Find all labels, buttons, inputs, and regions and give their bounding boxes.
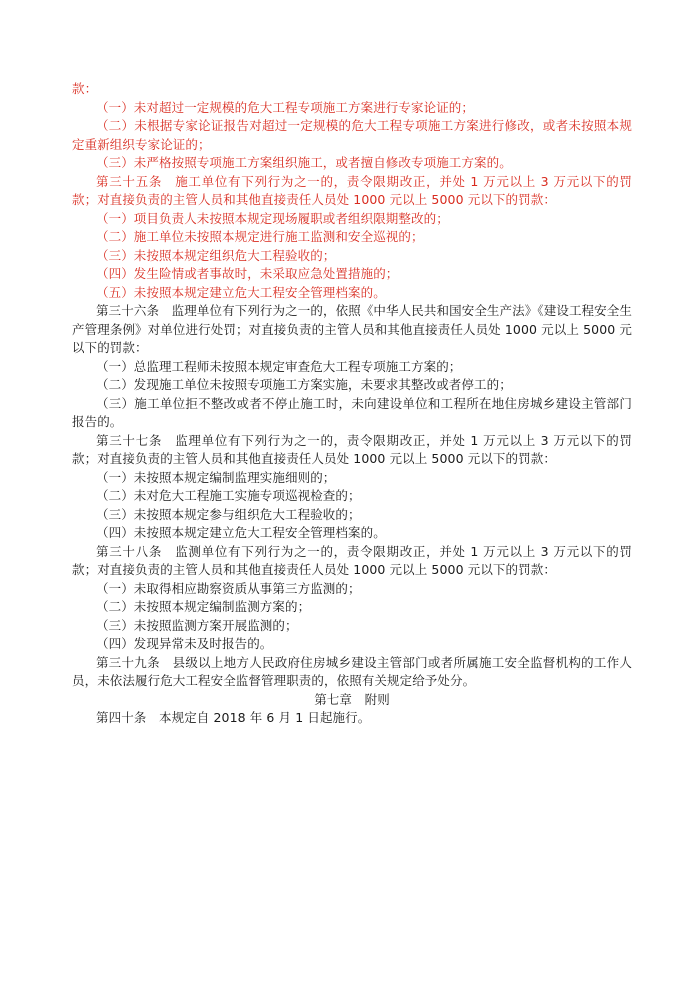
chapter-7-heading: 第七章 附则: [314, 691, 390, 707]
article-36-item-1: （一）总监理工程师未按照本规定审查危大工程专项施工方案的；: [96, 358, 462, 374]
item-plan-not-followed: （三）未严格按照专项施工方案组织施工，或者擅自修改专项施工方案的。: [96, 155, 512, 170]
article-38-item-1: （一）未取得相应勘察资质从事第三方监测的；: [96, 580, 361, 596]
article-35-item-2: （二）施工单位未按照本规定进行施工监测和安全巡视的；: [96, 229, 424, 244]
article-35-item-3: （三）未按照本规定组织危大工程验收的；: [96, 247, 336, 263]
article-38-item-3: （三）未按照监测方案开展监测的；: [96, 617, 298, 633]
article-35: 第三十五条 施工单位有下列行为之一的，责令限期改正，并处 1 万元以上 3 万元以下的罚款；对直接负责的主管人员和其他直接责任人员处 1000 元以上 5000 元以下的罚款：: [72, 173, 632, 207]
article-37-item-3: （三）未按照本规定参与组织危大工程验收的；: [96, 506, 361, 522]
article-36: 第三十六条 监理单位有下列行为之一的，依照《中华人民共和国安全生产法》《建设工程安全生产管理条例》对单位进行处罚；对直接负责的主管人员和其他直接责任人员处 1000 元以上 5000 元以下的罚款：: [72, 303, 632, 355]
article-35-item-4: （四）发生险情或者事故时，未采取应急处置措施的；: [96, 266, 399, 281]
article-37-item-4: （四）未按照本规定建立危大工程安全管理档案的。: [96, 525, 386, 540]
article-40: 第四十条 本规定自 2018 年 6 月 1 日起施行。: [96, 710, 371, 725]
paragraph-fine-tail: 款：: [72, 81, 98, 96]
document-body: [72, 80, 632, 728]
article-37-item-1: （一）未按照本规定编制监理实施细则的；: [96, 469, 336, 485]
item-plan-not-revised: （二）未根据专家论证报告对超过一定规模的危大工程专项施工方案进行修改，或者未按照本规定重新组织专家论证的；: [72, 118, 632, 152]
article-37-item-2: （二）未对危大工程施工实施专项巡视检查的；: [96, 488, 361, 503]
article-38-item-2: （二）未按照本规定编制监测方案的；: [96, 599, 311, 614]
article-38-item-4: （四）发现异常未及时报告的。: [96, 636, 273, 651]
article-36-item-2: （二）发现施工单位未按照专项施工方案实施，未要求其整改或者停工的；: [96, 377, 512, 392]
article-36-item-3: （三）施工单位拒不整改或者不停止施工时，未向建设单位和工程所在地住房城乡建设主管部门报告的。: [72, 395, 632, 429]
item-expert-review-missing: （一）未对超过一定规模的危大工程专项施工方案进行专家论证的；: [96, 99, 475, 115]
article-35-item-1: （一）项目负责人未按照本规定现场履职或者组织限期整改的；: [96, 210, 449, 226]
article-37: 第三十七条 监理单位有下列行为之一的，责令限期改正，并处 1 万元以上 3 万元以下的罚款；对直接负责的主管人员和其他直接责任人员处 1000 元以上 5000 元以下的罚款：: [72, 432, 632, 466]
article-38: 第三十八条 监测单位有下列行为之一的，责令限期改正，并处 1 万元以上 3 万元以下的罚款；对直接负责的主管人员和其他直接责任人员处 1000 元以上 5000 元以下的罚款：: [72, 543, 632, 577]
article-39: 第三十九条 县级以上地方人民政府住房城乡建设主管部门或者所属施工安全监督机构的工作人员，未依法履行危大工程安全监督管理职责的，依照有关规定给予处分。: [72, 654, 632, 688]
article-35-item-5: （五）未按照本规定建立危大工程安全管理档案的。: [96, 284, 386, 300]
